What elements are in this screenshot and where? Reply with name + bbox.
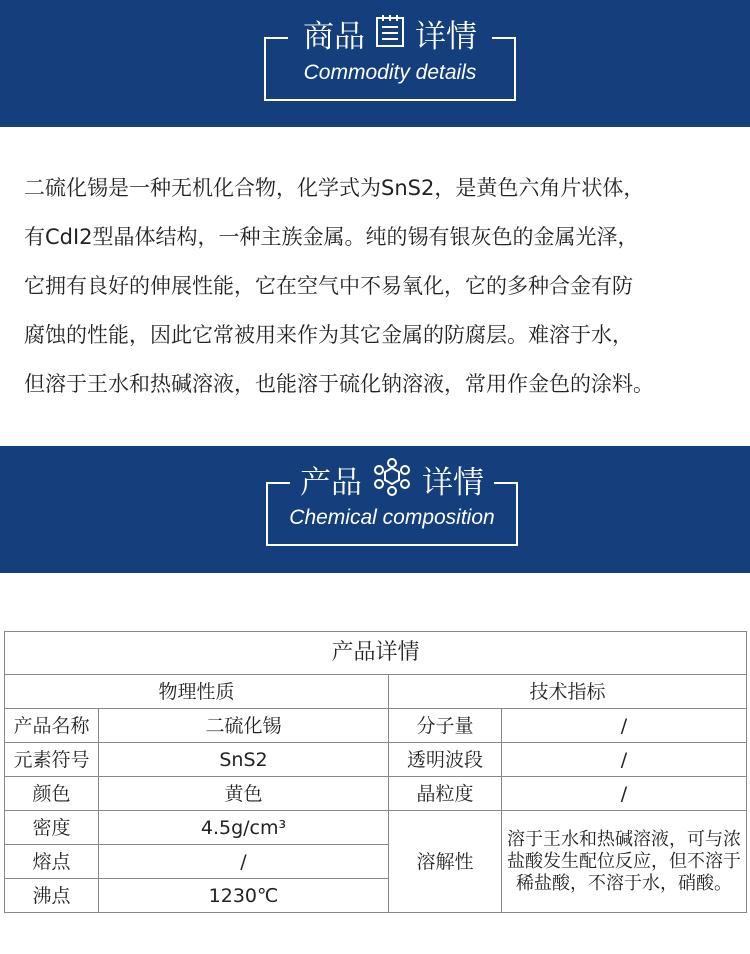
banner-subtitle-en: Chemical composition — [289, 506, 495, 529]
product-spec-table — [4, 631, 747, 913]
right-header: 技术指标 — [389, 675, 747, 709]
banner-frame — [266, 465, 518, 546]
row-label: 晶粒度 — [389, 777, 502, 811]
notepad-icon — [375, 14, 405, 60]
solubility-value: 溶于王水和热碱溶液，可与浓盐酸发生配位反应，但不溶于稀盐酸，不溶于水，硝酸。 — [502, 811, 747, 913]
commodity-details-banner — [0, 0, 750, 127]
row-value: / — [502, 709, 747, 743]
solubility-label: 溶解性 — [389, 811, 502, 913]
chemical-composition-banner — [0, 446, 750, 573]
row-label: 密度 — [5, 811, 99, 845]
table-row — [5, 777, 747, 811]
description-line: 腐蚀的性能，因此它常被用来作为其它金属的防腐层。难溶于水， — [24, 323, 633, 347]
banner-title-right: 详情 — [422, 465, 484, 501]
row-label: 产品名称 — [5, 709, 99, 743]
row-value: / — [502, 777, 747, 811]
row-value: / — [502, 743, 747, 777]
row-label: 沸点 — [5, 879, 99, 913]
row-value: / — [99, 845, 389, 879]
banner-title-right: 详情 — [415, 18, 477, 55]
description-line: 它拥有良好的伸展性能，它在空气中不易氧化，它的多种合金有防 — [24, 274, 633, 298]
table-row — [5, 743, 747, 777]
row-value: 4.5g/cm³ — [99, 811, 389, 845]
product-description — [24, 164, 740, 409]
row-value: 二硫化锡 — [99, 709, 389, 743]
banner-title-left: 产品 — [300, 465, 362, 501]
row-label: 元素符号 — [5, 743, 99, 777]
row-label: 透明波段 — [389, 743, 502, 777]
banner-title-zh — [266, 13, 514, 60]
row-value: SnS2 — [99, 743, 389, 777]
description-line: 但溶于王水和热碱溶液，也能溶于硫化钠溶液，常用作金色的涂料。 — [24, 372, 654, 396]
banner-title-zh — [268, 458, 516, 508]
banner-title-left: 商品 — [303, 18, 365, 55]
row-label: 分子量 — [389, 709, 502, 743]
banner-frame — [264, 18, 516, 101]
description-line: 二硫化锡是一种无机化合物，化学式为SnS2，是黄色六角片状体， — [24, 176, 645, 200]
row-label: 颜色 — [5, 777, 99, 811]
table-row — [5, 709, 747, 743]
row-value: 黄色 — [99, 777, 389, 811]
table-row — [5, 811, 747, 845]
row-label: 熔点 — [5, 845, 99, 879]
banner-subtitle-en: Commodity details — [303, 61, 477, 84]
left-header: 物理性质 — [5, 675, 389, 709]
table-title: 产品详情 — [5, 632, 747, 675]
molecule-icon — [372, 458, 412, 508]
row-value: 1230℃ — [99, 879, 389, 913]
description-line: 有CdI2型晶体结构，一种主族金属。纯的锡有银灰色的金属光泽， — [24, 225, 639, 249]
